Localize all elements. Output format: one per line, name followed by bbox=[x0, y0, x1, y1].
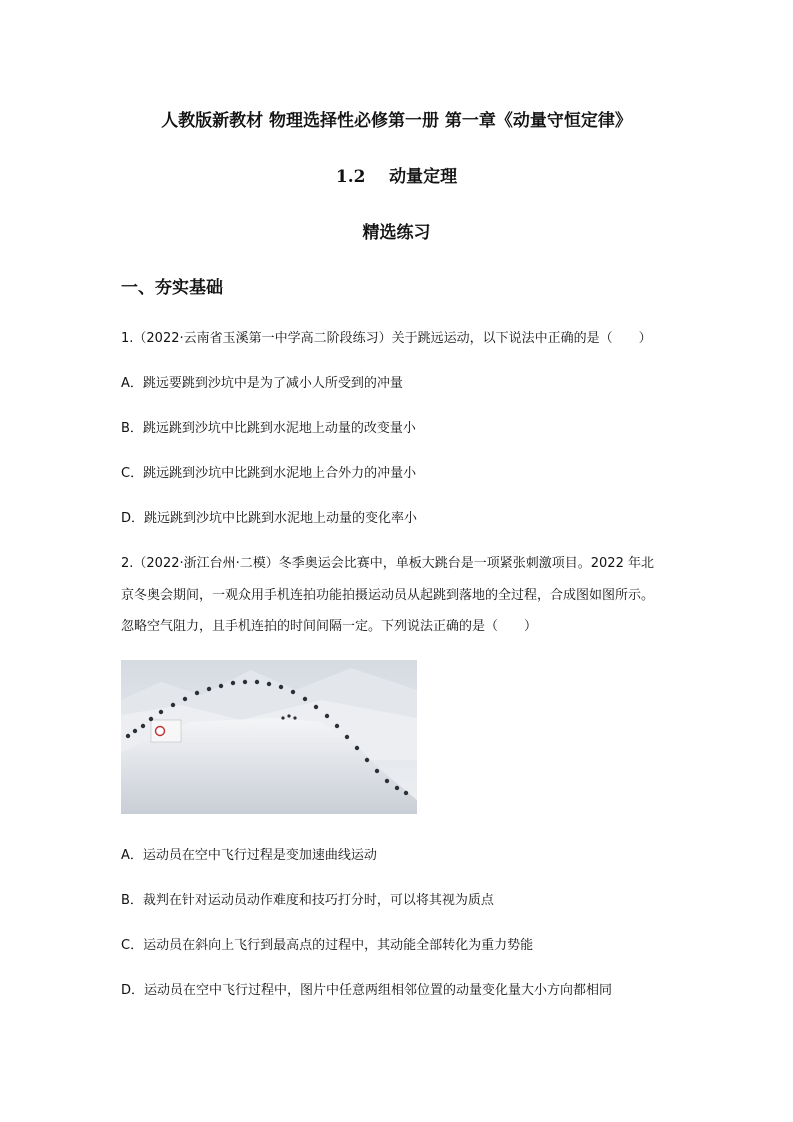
question-2-stem-line-3: 忽略空气阻力，且手机连拍的时间间隔一定。下列说法正确的是（ ） bbox=[121, 619, 538, 634]
question-1-stem: 1.（2022·云南省玉溪第一中学高二阶段练习）关于跳远运动，以下说法中正确的是（ ） bbox=[121, 331, 652, 346]
question-1-option-a: A．跳远要跳到沙坑中是为了减小人所受到的冲量 bbox=[121, 376, 403, 391]
question-2-option-a: A．运动员在空中飞行过程是变加速曲线运动 bbox=[121, 848, 377, 863]
question-1-option-d: D．跳远跳到沙坑中比跳到水泥地上动量的变化率小 bbox=[121, 511, 418, 526]
subtitle: 精选练习 bbox=[362, 223, 431, 243]
question-2-stem-line-1: 2.（2022·浙江台州·二模）冬季奥运会比赛中，单板大跳台是一项紧张刺激项目。2022 年北 bbox=[121, 556, 654, 571]
snowboard-jump-photo bbox=[121, 660, 417, 814]
question-2-option-d: D．运动员在空中飞行过程中，图片中任意两组相邻位置的动量变化量大小方向都相同 bbox=[121, 983, 613, 998]
book-title: 人教版新教材 物理选择性必修第一册 第一章《动量守恒定律》 bbox=[161, 111, 632, 131]
section-heading: 一、夯实基础 bbox=[121, 278, 223, 298]
question-2-option-b: B．裁判在针对运动员动作难度和技巧打分时，可以将其视为质点 bbox=[121, 893, 494, 908]
question-2-option-c: C．运动员在斜向上飞行到最高点的过程中，其动能全部转化为重力势能 bbox=[121, 938, 534, 953]
question-1-option-b: B．跳远跳到沙坑中比跳到水泥地上动量的改变量小 bbox=[121, 421, 416, 436]
question-2-stem-line-2: 京冬奥会期间，一观众用手机连拍功能拍摄运动员从起跳到落地的全过程，合成图如图所示。 bbox=[121, 588, 655, 603]
question-1-option-c: C．跳远跳到沙坑中比跳到水泥地上合外力的冲量小 bbox=[121, 466, 417, 481]
section-title: 1.2 动量定理 bbox=[335, 167, 458, 187]
